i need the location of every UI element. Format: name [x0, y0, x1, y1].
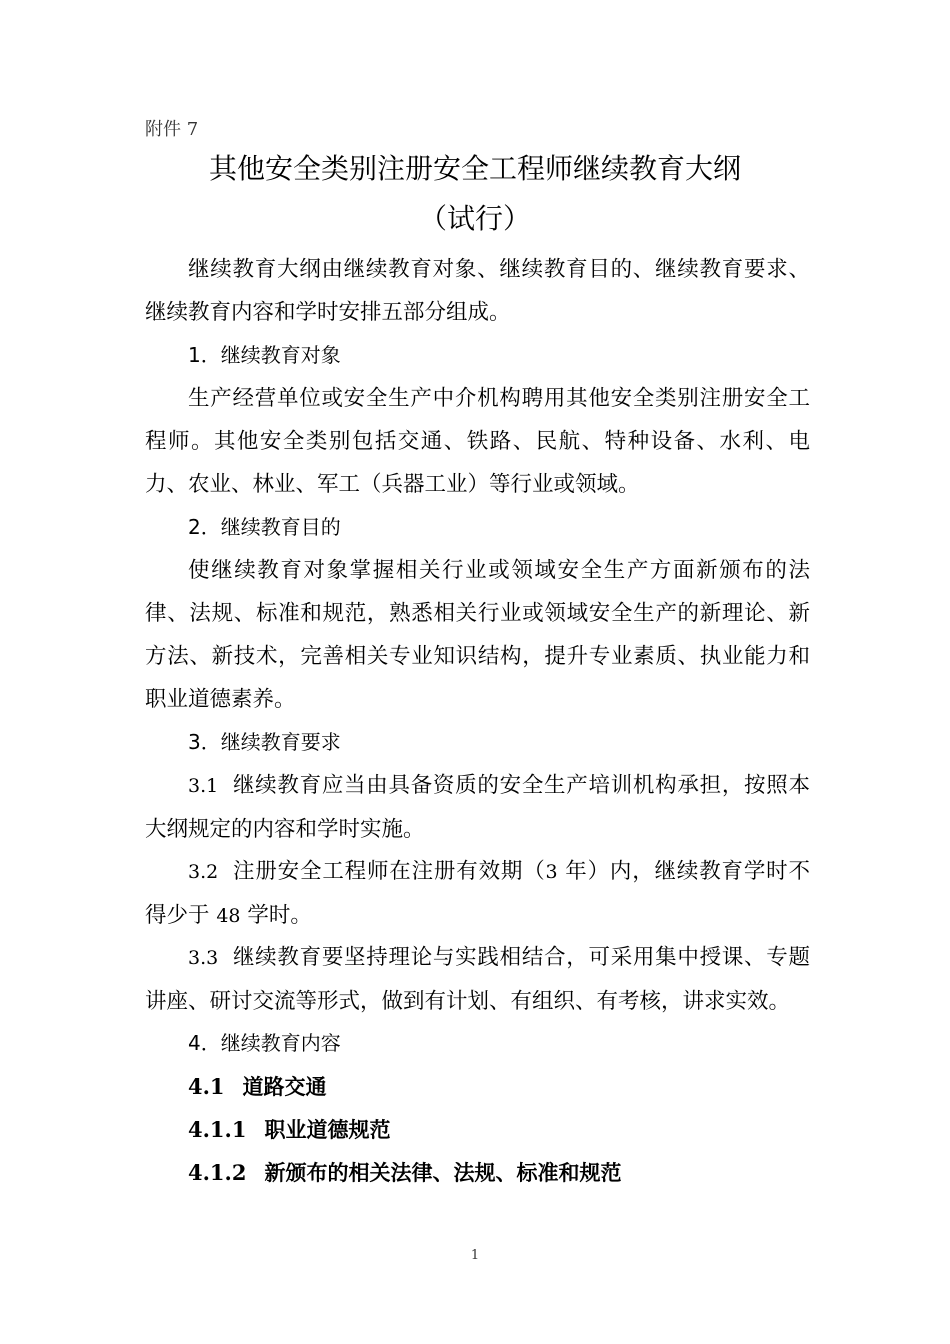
section-1-title: 继续教育对象 — [220, 343, 341, 367]
requirement-3-3 — [145, 936, 810, 1023]
document-subtitle: （试行） — [418, 202, 531, 235]
requirement-3-2 — [145, 850, 810, 938]
section-1-body: 生产经营单位或安全生产中介机构聘用其他安全类别注册安全工程师。其他安全类别包括交通、铁路、民航、特种设备、水利、电力、农业、林业、军工（兵器工业）等行业或领域。 — [145, 386, 810, 497]
section-4-heading — [188, 1022, 341, 1065]
attachment-label: 附件 7 — [145, 119, 199, 140]
section-3-number: 3． — [188, 730, 221, 754]
requirement-3-1-text: 继续教育应当由具备资质的安全生产培训机构承担，按照本大纲规定的内容和学时实施。 — [145, 773, 810, 842]
requirement-3-2-number: 3.2 — [188, 861, 219, 883]
page-number: 1 — [470, 1248, 480, 1263]
section-2-body: 使继续教育对象掌握相关行业或领域安全生产方面新颁布的法律、法规、标准和规范，熟悉相关行业或领域安全生产的新理论、新方法、新技术，完善相关专业知识结构，提升专业素质、执业能力和职业道德素养。 — [145, 558, 810, 712]
subsection-4-1-1-heading — [188, 1108, 390, 1152]
requirement-3-2-text-mid: 年）内，继续教育学时不得少于 — [145, 859, 810, 928]
section-1-number: 1． — [188, 343, 221, 367]
requirement-3-1-number: 3.1 — [188, 775, 219, 797]
section-2-number: 2． — [188, 515, 221, 539]
subsection-4-1-2-number: 4.1.2 — [188, 1160, 247, 1185]
section-3-heading — [188, 721, 341, 764]
section-4-title: 继续教育内容 — [220, 1031, 341, 1055]
subsection-4-1-2-title: 新颁布的相关法律、法规、标准和规范 — [264, 1161, 622, 1185]
requirement-3-2-years: 3 — [545, 861, 558, 883]
subsection-4-1-1-title: 职业道德规范 — [264, 1118, 391, 1142]
section-2-heading — [188, 506, 341, 549]
subsection-4-1-title: 道路交通 — [242, 1075, 327, 1099]
requirement-3-3-text: 继续教育要坚持理论与实践相结合，可采用集中授课、专题讲座、研讨交流等形式，做到有计划、有组织、有考核，讲求实效。 — [145, 945, 810, 1014]
requirement-3-1 — [145, 764, 810, 851]
requirement-3-2-text-before: 注册安全工程师在注册有效期（ — [232, 859, 546, 884]
intro-paragraph: 继续教育大纲由继续教育对象、继续教育目的、继续教育要求、继续教育内容和学时安排五部分组成。 — [145, 257, 810, 325]
section-4-number: 4． — [188, 1031, 221, 1055]
requirement-3-2-text-after: 学时。 — [240, 903, 312, 928]
subsection-4-1-1-number: 4.1.1 — [188, 1117, 247, 1142]
subsection-4-1-number: 4.1 — [188, 1074, 225, 1099]
requirement-3-2-hours: 48 — [216, 905, 241, 927]
section-1-heading — [188, 334, 341, 377]
section-3-title: 继续教育要求 — [220, 730, 341, 754]
subsection-4-1-heading — [188, 1065, 327, 1109]
section-2-title: 继续教育目的 — [220, 515, 341, 539]
subsection-4-1-2-heading — [188, 1151, 621, 1195]
requirement-3-3-number: 3.3 — [188, 947, 219, 969]
document-title: 其他安全类别注册安全工程师继续教育大纲 — [208, 152, 741, 185]
